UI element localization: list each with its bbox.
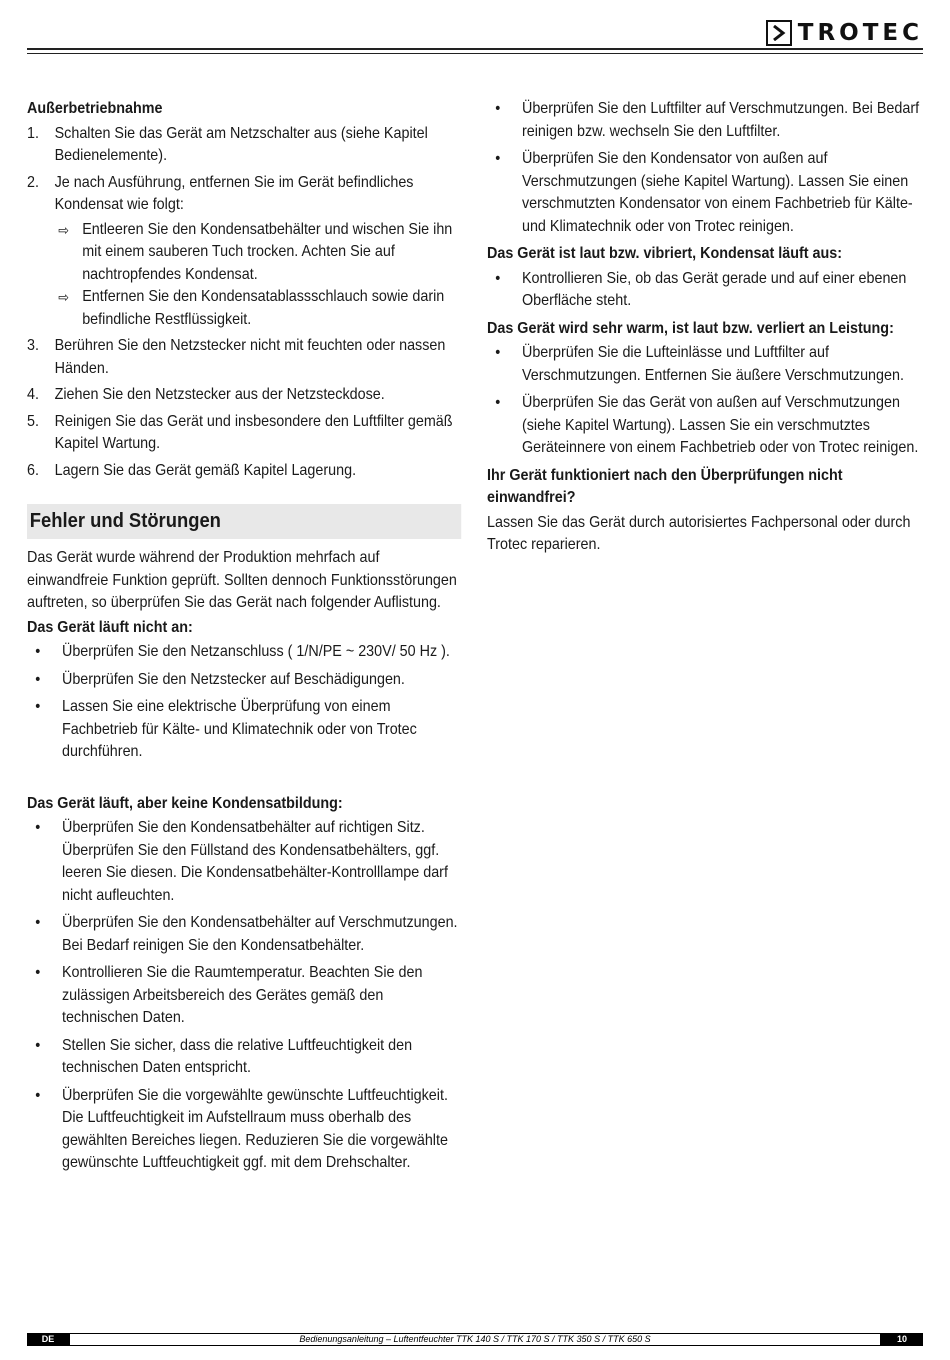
bullet-icon: • [35,643,41,660]
step-number: 2. [27,173,39,191]
arrow-right-icon: ⇨ [58,221,70,238]
decommission-steps [27,123,461,483]
page-number: 10 [896,1334,907,1344]
step-number: 4. [27,386,39,403]
arrow-right-icon: ⇨ [58,289,70,305]
bullet-icon: • [35,819,41,836]
list-item [27,1035,461,1080]
list-item [27,696,461,764]
item-text: Überprüfen Sie den Kondensatbehälter auf Verschmutzungen. Bei Bedarf reinigen Sie den Kondensatbehälter. [61,914,458,954]
section-title-faults: Fehler und Störungen [27,504,461,539]
logo-text: TROTEC [797,20,923,46]
step-text: Ziehen Sie den Netzstecker aus der Netzsteckdose. [54,386,385,403]
step-text: Je nach Ausführung, entfernen Sie im Gerät befindliches Kondensat wie folgt: [54,173,414,213]
step-number: 1. [27,124,39,142]
list-item [27,335,461,380]
step-number: 5. [27,412,39,430]
item-text: Kontrollieren Sie die Raumtemperatur. Beachten Sie den zulässigen Arbeitsbereich des Gerätes gemäß den technischen Daten. [61,964,423,1026]
trotec-logo [766,20,923,46]
item-text: Überprüfen Sie den Luftfilter auf Verschmutzungen. Bei Bedarf reinigen bzw. wechseln Sie den Luftfilter. [521,100,920,140]
right-column [487,98,919,559]
step-text: Lagern Sie das Gerät gemäß Kapitel Lagerung. [54,461,357,479]
item-text: Überprüfen Sie den Netzstecker auf Beschädigungen. [61,670,405,688]
list-item [27,817,461,907]
not-running-list [27,641,461,764]
header-rule-thin [27,53,923,54]
list-item [487,148,919,238]
list-item [27,123,461,168]
page-header [27,18,923,54]
item-text: Kontrollieren Sie, ob das Gerät gerade und auf einer ebenen Oberfläche steht. [521,269,907,309]
loud-list [487,268,919,313]
continued-list [487,98,919,238]
chevron-right-icon [772,25,786,41]
list-item [27,962,461,1030]
page-footer [27,1333,923,1346]
bullet-icon: • [35,670,41,688]
item-text: Überprüfen Sie die vorgewählte gewünschte Luftfeuchtigkeit. Die Luftfeuchtigkeit im Aufstellraum muss oberhalb des gewählten Bereiches liegen. Reduzieren Sie die vorgewählte gewünschte Luftfeuchtigkeit ggf. mit dem Drehschalter. [61,1086,448,1171]
bullet-icon: • [495,394,501,411]
item-text: Überprüfen Sie den Kondensatbehälter auf richtigen Sitz. Überprüfen Sie den Füllstand des Kondensatbehälters, ggf. leeren Sie diesen. Die Kondensatbehälter-Kontrolllampe darf nicht aufleuchten. [61,819,448,904]
item-text: Überprüfen Sie den Kondensator von außen auf Verschmutzungen (siehe Kapitel Wartung). Lassen Sie einen verschmutzten Kondensator von einem Fachbetrieb für Kälte- und Klimatechnik oder von Trotec reinigen. [521,150,913,235]
list-item [487,268,919,313]
header-rule [27,48,923,50]
list-item [27,172,461,332]
not-running-heading: Das Gerät läuft nicht an: [27,618,193,636]
item-text: Überprüfen Sie das Gerät von außen auf Verschmutzungen (siehe Kapitel Wartung). Lassen Sie ein verschmutztes Geräteinnere von einem Fachbetrieb oder von Trotec reinigen. [521,394,919,456]
list-item [487,342,919,387]
step-text: Berühren Sie den Netzstecker nicht mit feuchten oder nassen Händen. [54,337,446,377]
warm-list [487,342,919,460]
substep-text: Entfernen Sie den Kondensatablassschlauch sowie darin befindliche Restflüssigkeit. [82,288,445,328]
list-item [27,669,461,692]
bullet-icon: • [495,150,501,167]
list-item [27,460,461,483]
footer-title: Bedienungsanleitung – Luftentfeuchter TTK 140 S / TTK 170 S / TTK 350 S / TTK 650 S [70,1333,880,1346]
bullet-icon: • [35,914,41,931]
list-item [27,384,461,407]
bullet-icon: • [495,269,501,287]
still-faulty-heading: Ihr Gerät funktioniert nach den Überprüfungen nicht einwandfrei? [487,466,843,506]
list-item [27,641,461,664]
list-item [27,411,461,456]
item-text: Überprüfen Sie den Netzanschluss ( 1/N/PE ~ 230V/ 50 Hz ). [61,643,450,660]
substeps [55,219,462,332]
step-number: 6. [27,461,39,479]
language-code: DE [41,1334,55,1344]
bullet-icon: • [35,964,41,981]
logo-chevron-icon [766,20,792,46]
left-column [27,98,461,1180]
list-item [487,98,919,143]
item-text: Überprüfen Sie die Lufteinlässe und Luftfilter auf Verschmutzungen. Entfernen Sie äußere Verschmutzungen. [521,344,904,384]
list-item [487,392,919,460]
list-item [27,1085,461,1175]
no-condensate-list [27,817,461,1175]
bullet-icon: • [495,344,501,361]
item-text: Stellen Sie sicher, dass die relative Luftfeuchtigkeit den technischen Daten entspricht. [61,1036,413,1076]
step-text: Schalten Sie das Gerät am Netzschalter aus (siehe Kapitel Bedienelemente). [54,124,428,164]
bullet-icon: • [35,698,41,715]
step-number: 3. [27,337,39,354]
spacer [27,769,461,793]
bullet-icon: • [495,100,501,117]
substep-item [55,286,462,331]
faults-intro: Das Gerät wurde während der Produktion mehrfach auf einwandfreie Funktion geprüft. Sollten dennoch Funktionsstörungen auftreten, so überprüfen Sie das Gerät nach folgender Auflistung. [27,549,457,611]
list-item [27,912,461,957]
decommission-heading: Außerbetriebnahme [27,100,163,117]
no-condensate-heading: Das Gerät läuft, aber keine Kondensatbildung: [27,794,343,812]
bullet-icon: • [35,1086,41,1104]
loud-heading: Das Gerät ist laut bzw. vibriert, Kondensat läuft aus: [487,245,843,262]
item-text: Lassen Sie eine elektrische Überprüfung von einem Fachbetrieb für Kälte- und Klimatechnik oder von Trotec durchführen. [61,698,417,760]
still-faulty-text: Lassen Sie das Gerät durch autorisiertes Fachpersonal oder durch Trotec reparieren. [487,513,911,553]
substep-text: Entleeren Sie den Kondensatbehälter und wischen Sie ihn mit einem sauberen Tuch trocken. Achten Sie auf nachtropfendes Kondensat. [82,220,453,283]
substep-item [55,219,462,287]
warm-heading: Das Gerät wird sehr warm, ist laut bzw. verliert an Leistung: [487,319,894,337]
step-text: Reinigen Sie das Gerät und insbesondere den Luftfilter gemäß Kapitel Wartung. [54,412,453,452]
bullet-icon: • [35,1036,41,1054]
